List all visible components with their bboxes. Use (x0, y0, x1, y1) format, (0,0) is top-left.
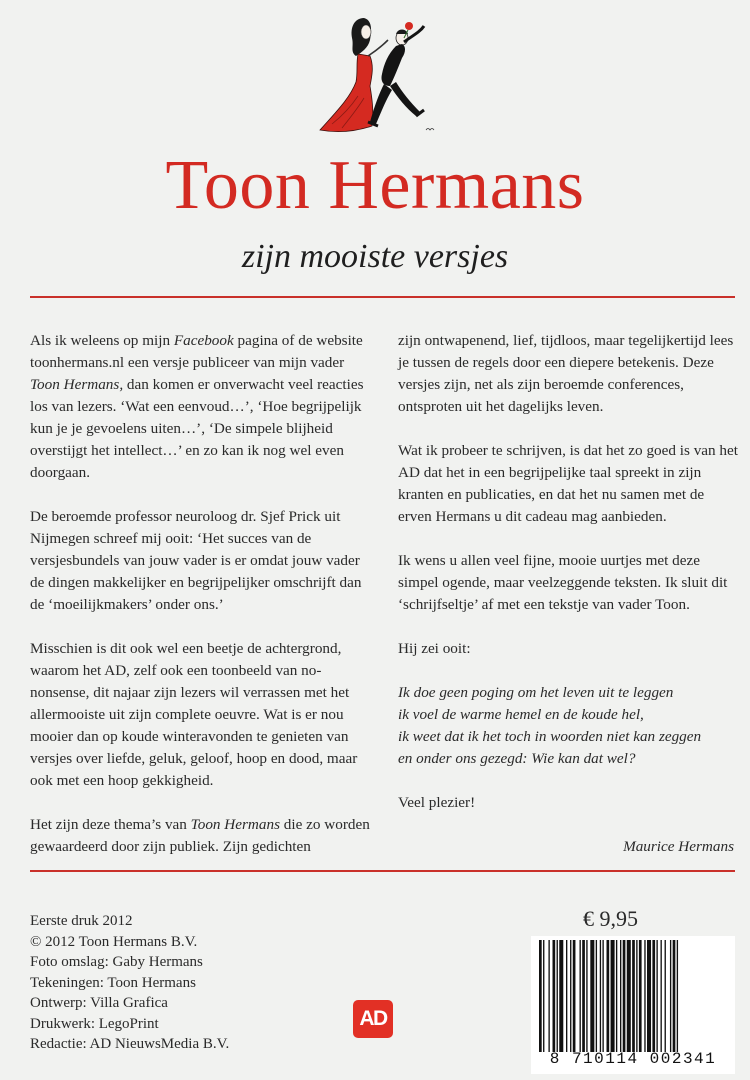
barcode-bar (616, 940, 617, 1052)
barcode-bar (661, 940, 662, 1052)
barcode-bar (644, 940, 645, 1052)
book-title: Toon Hermans (165, 147, 585, 224)
barcode-bar (580, 940, 581, 1052)
colophon-line: Foto omslag: Gaby Hermans (30, 954, 203, 970)
barcode-bar (611, 940, 615, 1052)
barcode-bar (596, 940, 597, 1052)
paragraph-2: De beroemde professor neuroloog dr. Sjef Prick uit Nijmegen schreef mij ooit: ‘Het succes van de versjesbundels van jouw vader is er omdat jouw vader de dingen makkelijker en begrijpelijker omschrijft dan de ‘moeilijkmakers’ onder ons.’ (30, 508, 362, 613)
paragraph-4-start (30, 814, 375, 858)
barcode-bar (607, 940, 610, 1052)
closing-line: Veel plezier! (398, 794, 476, 811)
barcode-bar (566, 940, 567, 1052)
barcode-bar (670, 940, 671, 1052)
poem-line: ik weet dat ik het toch in woorden niet kan zeggen (398, 728, 702, 745)
barcode-bar (673, 940, 676, 1052)
top-divider (30, 296, 735, 298)
barcode-bar (639, 940, 642, 1052)
barcode-bar (582, 940, 585, 1052)
poem (398, 682, 738, 770)
facebook-emphasis: Facebook (173, 332, 234, 349)
poem-line: Ik doe geen poging om het leven uit te leggen (398, 684, 674, 701)
barcode-icon (537, 940, 729, 1052)
paragraph-4-text-a: Het zijn deze thema’s van (30, 816, 191, 833)
poem-line: ik voel de warme hemel en de koude hel, (398, 706, 644, 723)
barcode-bar (573, 940, 576, 1052)
barcode-bar (600, 940, 601, 1052)
barcode-bar (602, 940, 603, 1052)
barcode-bar (656, 940, 657, 1052)
barcode-bar (620, 940, 621, 1052)
book-subtitle: zijn mooiste versjes (241, 238, 509, 275)
paragraph-3: Misschien is dit ook wel een beetje de achtergrond, waarom het AD, zelf ook een toonbeeld van no-nonsense, dit najaar zijn lezers wil verrassen met het allermooiste uit zijn complete oeuvre. Wat is er nou mooier dan op koude winteravonden te genieten van versjes over liefde, geluk, geloof, hoop en dood, maar ook met een hoop gekkigheid. (30, 640, 358, 789)
barcode-bar (557, 940, 558, 1052)
barcode-bar (553, 940, 556, 1052)
barcode-bar (632, 940, 635, 1052)
barcode-bar (570, 940, 571, 1052)
paragraph-4-continued: zijn ontwapenend, lief, tijdloos, maar tegelijkertijd lees je tussen de regels door een diepere betekenis. Deze versjes zijn, net als zijn beroemde conferences, ontsproten uit het dagelijks leven. (398, 332, 734, 415)
barcode-bar (539, 940, 542, 1052)
colophon (30, 911, 290, 1055)
left-text-column (30, 330, 375, 880)
barcode-bar (652, 940, 655, 1052)
barcode-number: 8 710114 002341 (549, 1050, 717, 1068)
barcode-bar (548, 940, 549, 1052)
poem-line: en onder ons gezegd: Wie kan dat wel? (398, 750, 636, 767)
paragraph-1-text-a: Als ik weleens op mijn (30, 332, 174, 349)
paragraph-4-text-c-left: die zo worden gewaardeerd door zijn publiek. Zijn gedichten (30, 816, 370, 855)
barcode-bar (590, 940, 594, 1052)
barcode-bar (543, 940, 544, 1052)
paragraph-1 (30, 330, 375, 484)
barcode-bar (677, 940, 678, 1052)
ad-logo: AD (353, 1000, 393, 1038)
toon-hermans-emphasis-2: Toon Hermans (190, 816, 280, 833)
barcode-bar (623, 940, 626, 1052)
colophon-line: Drukwerk: LegoPrint (30, 1015, 159, 1032)
barcode-bar (559, 940, 563, 1052)
barcode-bar (647, 940, 651, 1052)
toon-hermans-emphasis: Toon Hermans, (30, 376, 124, 393)
signature: Maurice Hermans (623, 838, 734, 855)
paragraph-5: Wat ik probeer te schrijven, is dat het zo goed is van het AD dat het in een begrijpelijke taal spreekt in zijn kranten en publicaties, en dat het nu samen met de erven Hermans u dit cadeau mag aanbieden. (398, 442, 738, 525)
right-text-column (398, 330, 738, 880)
price: € 9,95 (583, 906, 638, 931)
paragraph-1-text-c: pagina of de website toonhermans.nl een versje publiceer van mijn vader (30, 332, 363, 371)
colophon-line: © 2012 Toon Hermans B.V. (30, 933, 198, 950)
colophon-line: Eerste druk 2012 (30, 913, 133, 929)
dancing-couple-illustration (312, 12, 442, 140)
colophon-line: Ontwerp: Villa Grafica (30, 995, 168, 1011)
paragraph-1-text-e: dan komen er onverwacht veel reacties los van lezers. ‘Wat een eenvoud…’, ‘Hoe begrijpelijk kun je je gevoelens uiten…’, ‘De simpele blijheid overstijgt het intellect…’ en zo kan ik nog wel even doorgaan. (30, 376, 364, 481)
colophon-line: Redactie: AD NieuwsMedia B.V. (30, 1036, 230, 1052)
bottom-divider (30, 870, 735, 872)
barcode-bar (665, 940, 666, 1052)
colophon-line: Tekeningen: Toon Hermans (30, 974, 196, 991)
barcode-bar (586, 940, 587, 1052)
paragraph-6: Ik wens u allen veel fijne, mooie uurtjes met deze simpel ogende, maar veelzeggende teksten. Ik sluit dit ‘schrijfseltje’ af met een tekstje van vader Toon. (398, 552, 728, 613)
barcode-bar (627, 940, 631, 1052)
barcode-bar (636, 940, 637, 1052)
barcode (531, 936, 735, 1074)
paragraph-7: Hij zei ooit: (398, 640, 471, 657)
